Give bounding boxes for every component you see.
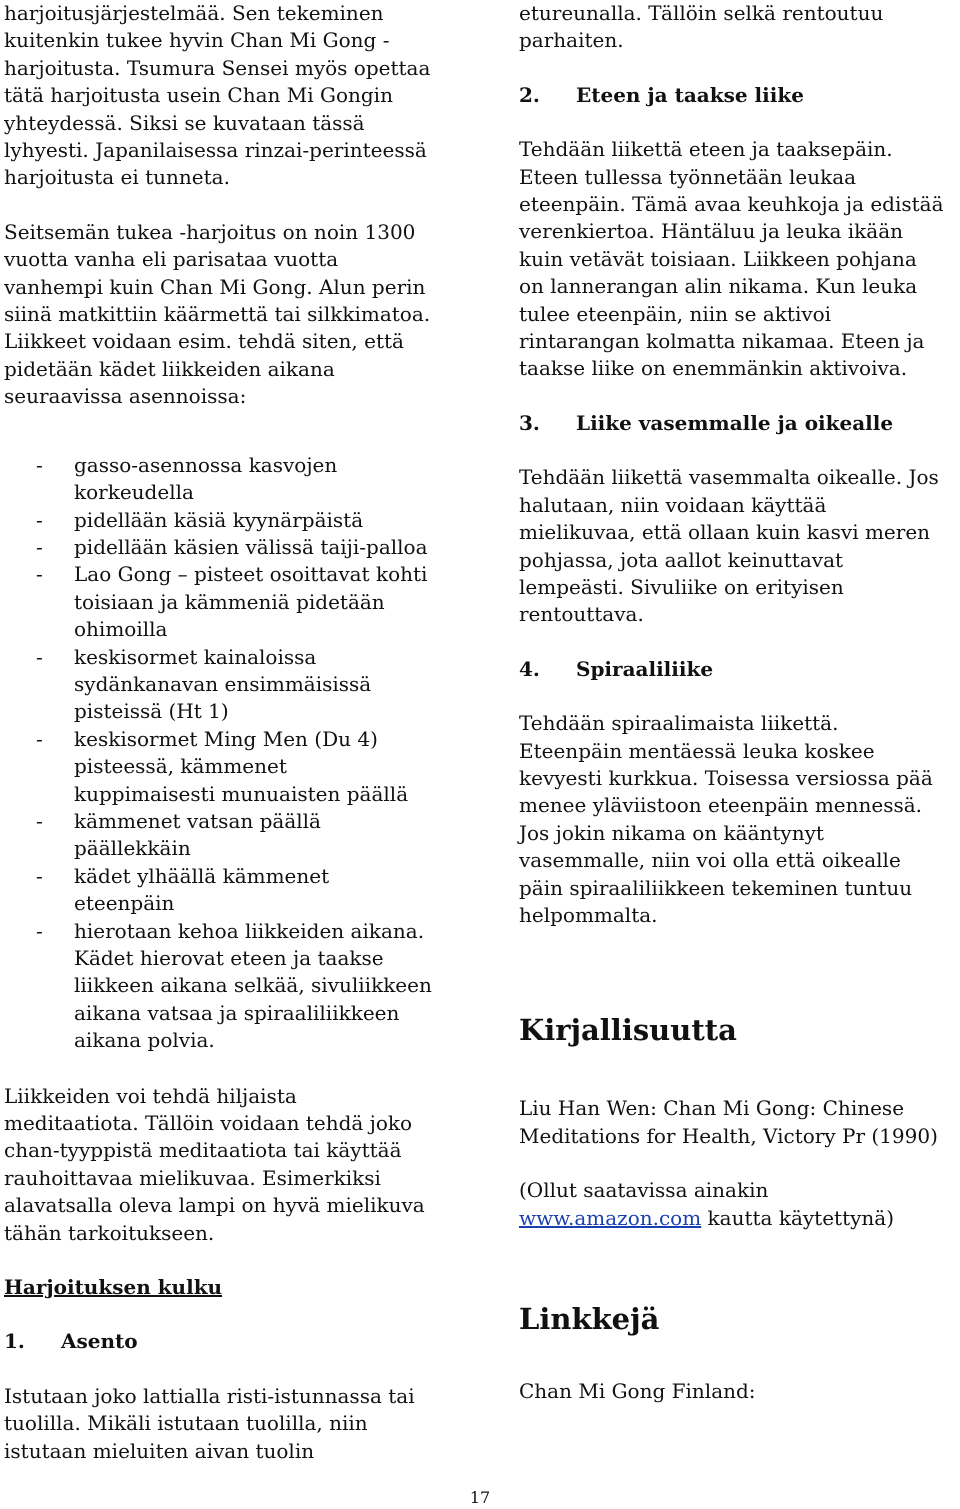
- text-line: Eteen tullessa työnnetään leukaa: [519, 164, 857, 189]
- text-line: alavatsalla oleva lampi on hyvä mielikuva: [4, 1193, 425, 1218]
- item-line: eteenpäin: [74, 891, 175, 916]
- seitseman-paragraph: [4, 219, 459, 411]
- text-line: Eteenpäin mentäessä leuka koskee: [519, 738, 875, 763]
- item-line: hierotaan kehoa liikkeiden aikana.: [74, 918, 425, 943]
- text-line: pohjassa, jota aallot keinuttavat: [519, 547, 844, 572]
- text-line: lempeästi. Sivuliike on erityisen: [519, 574, 844, 599]
- section-title: Eteen ja taakse liike: [576, 82, 804, 107]
- text-line: seuraavissa asennoissa:: [4, 384, 247, 409]
- text-line: Liu Han Wen: Chan Mi Gong: Chinese: [519, 1096, 905, 1121]
- amazon-link[interactable]: www.amazon.com: [519, 1205, 702, 1230]
- section-title: Asento: [61, 1329, 138, 1354]
- item-line: liikkeen aikana selkää, sivuliikkeen: [74, 973, 432, 998]
- right-column: [519, 0, 959, 1405]
- text-line: Istutaan joko lattialla risti-istunnassa tai: [4, 1383, 415, 1408]
- item-line: aikana vatsaa ja spiraaliliikkeen: [74, 1000, 400, 1025]
- text-line: Seitsemän tukea -harjoitus on noin 1300: [4, 219, 416, 244]
- bullet-dash: -: [36, 726, 43, 751]
- bullet-dash: -: [36, 918, 43, 943]
- text-line: tulee eteenpäin, niin se aktivoi: [519, 301, 832, 326]
- asento-heading: [4, 1328, 459, 1355]
- list-item: [4, 644, 459, 726]
- text-line: lyhyesti. Japanilaisessa rinzai-perinteessä: [4, 138, 427, 163]
- text-line: Jos jokin nikama on kääntynyt: [519, 820, 824, 845]
- list-item: [4, 863, 459, 918]
- continuation-paragraph: [519, 0, 959, 55]
- availability-note: [519, 1177, 959, 1232]
- link-suffix: kautta käytettynä): [701, 1205, 895, 1230]
- kirjallisuutta-heading: Kirjallisuutta: [519, 1013, 737, 1048]
- text-line: yhteydessä. Siksi se kuvataan tässä: [4, 110, 365, 135]
- literature-entry: [519, 1095, 959, 1150]
- item-line: kuppimaisesti munuaisten päällä: [74, 781, 409, 806]
- text-line: (Ollut saatavissa ainakin: [519, 1178, 769, 1203]
- finland-label: Chan Mi Gong Finland:: [519, 1379, 756, 1403]
- item-line: kämmenet vatsan päällä: [74, 808, 321, 833]
- list-item: [4, 726, 459, 808]
- text-line: rentouttava.: [519, 602, 644, 627]
- text-line: päin spiraaliliikkeen tekeminen tuntuu: [519, 875, 913, 900]
- item-line: päällekkäin: [74, 836, 191, 861]
- item-line: ohimoilla: [74, 617, 168, 642]
- text-line: istutaan mieluiten aivan tuolin: [4, 1438, 315, 1463]
- item-line: Kädet hierovat eteen ja taakse: [74, 946, 384, 970]
- text-line: etureunalla. Tällöin selkä rentoutuu: [519, 1, 884, 25]
- text-line: eteenpäin. Tämä avaa keuhkoja ja edistää: [519, 192, 944, 217]
- item-line: keskisormet kainaloissa: [74, 644, 317, 669]
- section-3-paragraph: [519, 464, 959, 628]
- text-line: harjoitusta ei tunneta.: [4, 165, 230, 190]
- text-line: Liikkeet voidaan esim. tehdä siten, että: [4, 329, 404, 354]
- item-line: pidellään käsiä kyynärpäistä: [74, 507, 364, 532]
- item-line: pidellään käsien välissä taiji-palloa: [74, 534, 428, 559]
- text-line: chan-tyyppistä meditaatiota tai käyttää: [4, 1138, 402, 1163]
- text-line: tuolilla. Mikäli istutaan tuolilla, niin: [4, 1411, 368, 1436]
- position-list: [4, 452, 459, 1055]
- text-line: harjoitusjärjestelmää. Sen tekeminen: [4, 1, 384, 25]
- section-number: 4.: [519, 656, 540, 681]
- bullet-dash: -: [36, 507, 43, 532]
- text-line: kevyesti kurkkua. Toisessa versiossa pää: [519, 765, 933, 790]
- text-line: halutaan, niin voidaan käyttää: [519, 492, 827, 517]
- text-line: on lannerangan alin nikama. Kun leuka: [519, 274, 918, 299]
- kulku-heading: Harjoituksen kulku: [4, 1275, 223, 1300]
- text-line: kuitenkin tukee hyvin Chan Mi Gong -: [4, 28, 390, 53]
- text-line: tähän tarkoitukseen.: [4, 1220, 215, 1245]
- text-line: Liikkeiden voi tehdä hiljaista: [4, 1083, 297, 1108]
- text-line: siinä matkittiin käärmettä tai silkkimatoa.: [4, 302, 431, 327]
- text-line: Tehdään liikettä vasemmalta oikealle. Jos: [519, 465, 939, 490]
- section-number: 2.: [519, 82, 540, 107]
- item-line: aikana polvia.: [74, 1028, 215, 1053]
- linkkeja-heading: Linkkejä: [519, 1302, 660, 1336]
- list-item: [4, 808, 459, 863]
- text-line: mielikuvaa, että ollaan kuin kasvi meren: [519, 520, 931, 545]
- item-line: pisteissä (Ht 1): [74, 699, 229, 724]
- section-title: Spiraaliliike: [576, 656, 714, 681]
- bullet-dash: -: [36, 863, 43, 888]
- item-line: Lao Gong – pisteet osoittavat kohti: [74, 562, 428, 587]
- list-item: [4, 561, 459, 643]
- section-number: 3.: [519, 410, 540, 435]
- list-item: [4, 452, 459, 507]
- left-column: [4, 0, 459, 1465]
- section-number: 1.: [4, 1329, 25, 1354]
- text-line: parhaiten.: [519, 28, 624, 53]
- intro-paragraph: [4, 0, 459, 192]
- text-line: pidetään kädet liikkeiden aikana: [4, 356, 335, 381]
- text-line: Tehdään liikettä eteen ja taaksepäin.: [519, 137, 893, 162]
- page-number: 17: [469, 1488, 491, 1507]
- bullet-dash: -: [36, 562, 43, 587]
- section-3-heading: [519, 410, 959, 437]
- text-line: menee yläviistoon eteenpäin mennessä.: [519, 793, 923, 818]
- meditation-paragraph: [4, 1083, 459, 1247]
- asento-paragraph: [4, 1383, 459, 1465]
- list-item: [4, 534, 459, 561]
- text-line: vuotta vanha eli parisataa vuotta: [4, 247, 339, 272]
- item-line: pisteessä, kämmenet: [74, 754, 287, 779]
- text-line: Tehdään spiraalimaista liikettä.: [519, 711, 839, 736]
- text-line: Meditations for Health, Victory Pr (1990): [519, 1123, 938, 1148]
- section-2-paragraph: [519, 136, 959, 383]
- section-4-paragraph: [519, 710, 959, 929]
- text-line: tätä harjoitusta usein Chan Mi Gongin: [4, 83, 393, 108]
- text-line: [519, 1205, 959, 1232]
- list-item: [4, 918, 459, 1055]
- bullet-dash: -: [36, 808, 43, 833]
- item-line: kädet ylhäällä kämmenet: [74, 863, 330, 888]
- item-line: gasso-asennossa kasvojen: [74, 452, 338, 477]
- text-line: meditaatiota. Tällöin voidaan tehdä joko: [4, 1111, 413, 1136]
- section-4-heading: [519, 656, 959, 683]
- text-line: rauhoittavaa mielikuvaa. Esimerkiksi: [4, 1165, 381, 1190]
- item-line: toisiaan ja kämmeniä pidetään: [74, 589, 385, 614]
- bullet-dash: -: [36, 452, 43, 477]
- item-line: sydänkanavan ensimmäisissä: [74, 671, 372, 696]
- section-2-heading: [519, 82, 959, 109]
- bullet-dash: -: [36, 644, 43, 669]
- text-line: taakse liike on enemmänkin aktivoiva.: [519, 356, 908, 381]
- item-line: keskisormet Ming Men (Du 4): [74, 726, 378, 751]
- text-line: kuin vetävät toisiaan. Liikkeen pohjana: [519, 246, 917, 271]
- text-line: verenkiertoa. Häntäluu ja leuka ikään: [519, 219, 904, 244]
- text-line: vasemmalle, niin voi olla että oikealle: [519, 848, 901, 873]
- text-line: harjoitusta. Tsumura Sensei myös opettaa: [4, 55, 431, 80]
- section-title: Liike vasemmalle ja oikealle: [576, 410, 894, 435]
- text-line: rintarangan kolmatta nikamaa. Eteen ja: [519, 329, 925, 354]
- bullet-dash: -: [36, 534, 43, 559]
- text-line: vanhempi kuin Chan Mi Gong. Alun perin: [4, 274, 426, 299]
- item-line: korkeudella: [74, 480, 194, 505]
- text-line: helpommalta.: [519, 902, 658, 927]
- list-item: [4, 507, 459, 534]
